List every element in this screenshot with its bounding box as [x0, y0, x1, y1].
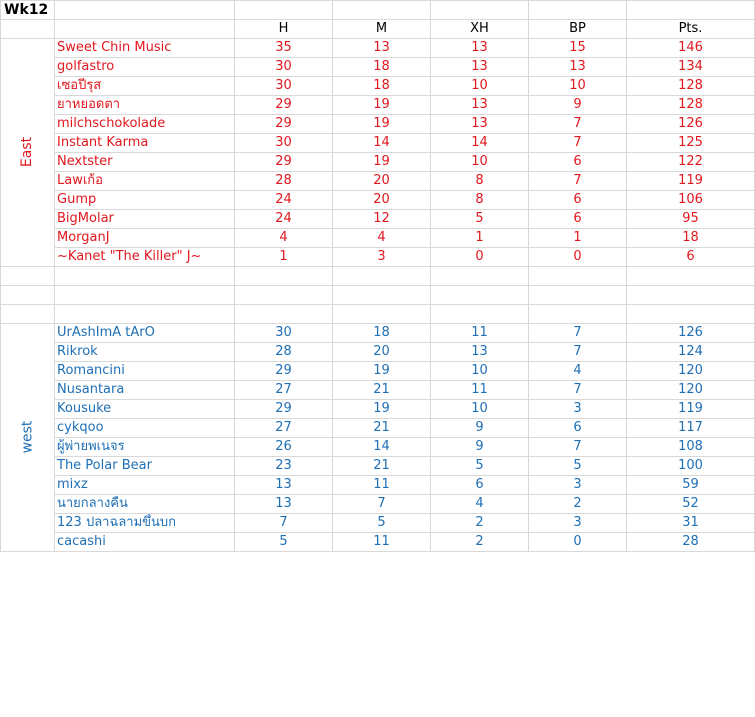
empty-cell[interactable]	[627, 286, 755, 305]
stat-cell-h[interactable]: 35	[235, 39, 333, 58]
stat-cell-m[interactable]: 14	[333, 134, 431, 153]
empty-cell[interactable]	[627, 305, 755, 324]
table-row	[1, 96, 755, 115]
empty-cell[interactable]	[1, 286, 55, 305]
stat-cell-pts[interactable]: 122	[627, 153, 755, 172]
stat-cell-h[interactable]: 13	[235, 476, 333, 495]
stat-cell-m[interactable]: 19	[333, 362, 431, 381]
empty-cell[interactable]	[333, 305, 431, 324]
stat-cell-h[interactable]: 23	[235, 457, 333, 476]
column-header-xh[interactable]: XH	[431, 20, 529, 39]
stat-cell-pts[interactable]: 106	[627, 191, 755, 210]
player-name-cell[interactable]: Nextster	[55, 153, 235, 172]
player-name-cell[interactable]: 123 ปลาฉลามขึ้นบก	[55, 514, 235, 533]
stat-cell-bp[interactable]: 9	[529, 96, 627, 115]
empty-cell[interactable]	[1, 305, 55, 324]
stat-cell-h[interactable]: 30	[235, 77, 333, 96]
stat-cell-bp[interactable]: 6	[529, 153, 627, 172]
empty-cell[interactable]	[333, 1, 431, 20]
stat-cell-h[interactable]: 26	[235, 438, 333, 457]
table-row	[1, 58, 755, 77]
stat-cell-xh[interactable]: 13	[431, 58, 529, 77]
table-row	[1, 115, 755, 134]
sheet-title[interactable]: Wk12	[1, 1, 55, 20]
blank-row	[1, 286, 755, 305]
stat-cell-bp[interactable]: 3	[529, 514, 627, 533]
empty-cell[interactable]	[55, 267, 235, 286]
stat-cell-bp[interactable]: 6	[529, 210, 627, 229]
stat-cell-bp[interactable]: 7	[529, 438, 627, 457]
stat-cell-bp[interactable]: 10	[529, 77, 627, 96]
empty-cell[interactable]	[55, 286, 235, 305]
stat-cell-h[interactable]: 28	[235, 172, 333, 191]
stat-cell-pts[interactable]: 59	[627, 476, 755, 495]
stat-cell-m[interactable]: 11	[333, 476, 431, 495]
stat-cell-h[interactable]: 29	[235, 115, 333, 134]
stat-cell-xh[interactable]: 10	[431, 362, 529, 381]
table-row	[1, 381, 755, 400]
stat-cell-m[interactable]: 19	[333, 153, 431, 172]
player-name-cell[interactable]: นายกลางคืน	[55, 495, 235, 514]
stat-cell-h[interactable]: 30	[235, 324, 333, 343]
empty-cell[interactable]	[235, 1, 333, 20]
stat-cell-bp[interactable]: 4	[529, 362, 627, 381]
east-group-text: East	[19, 136, 36, 168]
stat-cell-h[interactable]: 29	[235, 362, 333, 381]
stat-cell-h[interactable]: 24	[235, 210, 333, 229]
stat-cell-bp[interactable]: 6	[529, 191, 627, 210]
stat-cell-pts[interactable]: 119	[627, 400, 755, 419]
stat-cell-xh[interactable]: 6	[431, 476, 529, 495]
stat-cell-bp[interactable]: 15	[529, 39, 627, 58]
stat-cell-xh[interactable]: 13	[431, 115, 529, 134]
stat-cell-xh[interactable]: 9	[431, 438, 529, 457]
stat-cell-pts[interactable]: 100	[627, 457, 755, 476]
stat-cell-xh[interactable]: 0	[431, 248, 529, 267]
stat-cell-pts[interactable]: 31	[627, 514, 755, 533]
stat-cell-m[interactable]: 13	[333, 39, 431, 58]
player-name-cell[interactable]: Instant Karma	[55, 134, 235, 153]
empty-cell[interactable]	[235, 305, 333, 324]
stat-cell-m[interactable]: 18	[333, 324, 431, 343]
stat-cell-bp[interactable]: 5	[529, 457, 627, 476]
stat-cell-h[interactable]: 5	[235, 533, 333, 552]
header-row	[1, 20, 755, 39]
stat-cell-m[interactable]: 20	[333, 343, 431, 362]
stat-cell-m[interactable]: 3	[333, 248, 431, 267]
table-row	[1, 191, 755, 210]
player-name-cell[interactable]: mixz	[55, 476, 235, 495]
stat-cell-pts[interactable]: 119	[627, 172, 755, 191]
empty-cell[interactable]	[1, 20, 55, 39]
stat-cell-m[interactable]: 19	[333, 115, 431, 134]
player-name-cell[interactable]: MorganJ	[55, 229, 235, 248]
table-row	[1, 438, 755, 457]
stat-cell-h[interactable]: 13	[235, 495, 333, 514]
stat-cell-pts[interactable]: 128	[627, 96, 755, 115]
stat-cell-h[interactable]: 30	[235, 134, 333, 153]
table-row	[1, 153, 755, 172]
stat-cell-bp[interactable]: 1	[529, 229, 627, 248]
stat-cell-m[interactable]: 21	[333, 419, 431, 438]
stat-cell-xh[interactable]: 5	[431, 210, 529, 229]
east-group-label[interactable]	[1, 39, 55, 267]
table-row	[1, 172, 755, 191]
stat-cell-pts[interactable]: 146	[627, 39, 755, 58]
empty-cell[interactable]	[333, 267, 431, 286]
column-header-h[interactable]: H	[235, 20, 333, 39]
table-row	[1, 419, 755, 438]
stat-cell-h[interactable]: 4	[235, 229, 333, 248]
west-group-text: west	[19, 420, 36, 454]
stat-cell-m[interactable]: 20	[333, 191, 431, 210]
table-row	[1, 39, 755, 58]
empty-cell[interactable]	[333, 286, 431, 305]
stat-cell-pts[interactable]: 120	[627, 381, 755, 400]
player-name-cell[interactable]: ยาหยอดตา	[55, 96, 235, 115]
table-row	[1, 362, 755, 381]
stat-cell-m[interactable]: 21	[333, 457, 431, 476]
stat-cell-xh[interactable]: 5	[431, 457, 529, 476]
west-group-label[interactable]	[1, 324, 55, 552]
stat-cell-m[interactable]: 20	[333, 172, 431, 191]
player-name-cell[interactable]: golfastro	[55, 58, 235, 77]
stat-cell-pts[interactable]: 125	[627, 134, 755, 153]
stat-cell-pts[interactable]: 128	[627, 77, 755, 96]
stat-cell-xh[interactable]: 10	[431, 77, 529, 96]
stat-cell-pts[interactable]: 134	[627, 58, 755, 77]
player-name-cell[interactable]: Gump	[55, 191, 235, 210]
stat-cell-xh[interactable]: 8	[431, 191, 529, 210]
table-row	[1, 343, 755, 362]
stat-cell-xh[interactable]: 10	[431, 153, 529, 172]
stat-cell-m[interactable]: 7	[333, 495, 431, 514]
stat-cell-xh[interactable]: 4	[431, 495, 529, 514]
stat-cell-pts[interactable]: 52	[627, 495, 755, 514]
stat-cell-bp[interactable]: 6	[529, 419, 627, 438]
stat-cell-bp[interactable]: 0	[529, 248, 627, 267]
table-row	[1, 77, 755, 96]
stat-cell-xh[interactable]: 11	[431, 324, 529, 343]
empty-cell[interactable]	[1, 267, 55, 286]
table-row	[1, 457, 755, 476]
stat-cell-h[interactable]: 30	[235, 58, 333, 77]
table-row	[1, 210, 755, 229]
stat-cell-pts[interactable]: 95	[627, 210, 755, 229]
stat-cell-h[interactable]: 28	[235, 343, 333, 362]
empty-cell[interactable]	[627, 267, 755, 286]
stat-cell-bp[interactable]: 7	[529, 324, 627, 343]
stat-cell-xh[interactable]: 9	[431, 419, 529, 438]
empty-cell[interactable]	[431, 267, 529, 286]
stat-cell-h[interactable]: 29	[235, 96, 333, 115]
empty-cell[interactable]	[529, 1, 627, 20]
stat-cell-pts[interactable]: 18	[627, 229, 755, 248]
stat-cell-xh[interactable]: 10	[431, 400, 529, 419]
stat-cell-bp[interactable]: 13	[529, 58, 627, 77]
stat-cell-bp[interactable]: 3	[529, 400, 627, 419]
table-row	[1, 476, 755, 495]
stat-cell-m[interactable]: 12	[333, 210, 431, 229]
table-row	[1, 514, 755, 533]
stat-cell-h[interactable]: 1	[235, 248, 333, 267]
player-name-cell[interactable]: Romancini	[55, 362, 235, 381]
player-name-cell[interactable]: The Polar Bear	[55, 457, 235, 476]
player-name-cell[interactable]: Rikrok	[55, 343, 235, 362]
stat-cell-m[interactable]: 4	[333, 229, 431, 248]
stat-cell-pts[interactable]: 124	[627, 343, 755, 362]
table-row	[1, 495, 755, 514]
empty-cell[interactable]	[431, 286, 529, 305]
stat-cell-bp[interactable]: 7	[529, 172, 627, 191]
stat-cell-h[interactable]: 7	[235, 514, 333, 533]
stat-cell-h[interactable]: 29	[235, 153, 333, 172]
stat-cell-bp[interactable]: 7	[529, 134, 627, 153]
stat-cell-xh[interactable]: 8	[431, 172, 529, 191]
player-name-cell[interactable]: Kousuke	[55, 400, 235, 419]
stat-cell-xh[interactable]: 13	[431, 39, 529, 58]
stat-cell-pts[interactable]: 28	[627, 533, 755, 552]
player-name-cell[interactable]: ผู้พ่ายพเนจร	[55, 438, 235, 457]
stat-cell-xh[interactable]: 11	[431, 381, 529, 400]
stat-cell-h[interactable]: 27	[235, 419, 333, 438]
table-row	[1, 533, 755, 552]
stat-cell-xh[interactable]: 13	[431, 96, 529, 115]
stat-cell-bp[interactable]: 3	[529, 476, 627, 495]
empty-cell[interactable]	[431, 1, 529, 20]
stat-cell-m[interactable]: 19	[333, 400, 431, 419]
stat-cell-xh[interactable]: 2	[431, 533, 529, 552]
empty-cell[interactable]	[235, 267, 333, 286]
column-header-pts[interactable]: Pts.	[627, 20, 755, 39]
stat-cell-h[interactable]: 29	[235, 400, 333, 419]
column-header-bp[interactable]: BP	[529, 20, 627, 39]
player-name-cell[interactable]: cacashi	[55, 533, 235, 552]
table-row	[1, 134, 755, 153]
column-header-m[interactable]: M	[333, 20, 431, 39]
table-row	[1, 324, 755, 343]
stat-cell-m[interactable]: 5	[333, 514, 431, 533]
stat-cell-pts[interactable]: 117	[627, 419, 755, 438]
empty-cell[interactable]	[529, 305, 627, 324]
empty-cell[interactable]	[55, 305, 235, 324]
stat-cell-m[interactable]: 19	[333, 96, 431, 115]
stat-cell-bp[interactable]: 0	[529, 533, 627, 552]
stat-cell-xh[interactable]: 2	[431, 514, 529, 533]
stat-cell-m[interactable]: 18	[333, 77, 431, 96]
player-name-cell[interactable]: milchschokolade	[55, 115, 235, 134]
empty-cell[interactable]	[529, 286, 627, 305]
stat-cell-m[interactable]: 21	[333, 381, 431, 400]
title-row	[1, 1, 755, 20]
player-name-cell[interactable]: ~Kanet "The Killer" J~	[55, 248, 235, 267]
stat-cell-h[interactable]: 24	[235, 191, 333, 210]
empty-cell[interactable]	[627, 1, 755, 20]
empty-cell[interactable]	[235, 286, 333, 305]
stat-cell-bp[interactable]: 7	[529, 381, 627, 400]
stat-cell-pts[interactable]: 120	[627, 362, 755, 381]
stat-cell-pts[interactable]: 126	[627, 115, 755, 134]
empty-cell[interactable]	[431, 305, 529, 324]
stat-cell-bp[interactable]: 7	[529, 343, 627, 362]
player-name-cell[interactable]: cykqoo	[55, 419, 235, 438]
blank-row	[1, 267, 755, 286]
player-name-cell[interactable]: UrAshImA tArO	[55, 324, 235, 343]
stat-cell-m[interactable]: 18	[333, 58, 431, 77]
table-row	[1, 248, 755, 267]
player-name-cell[interactable]: Nusantara	[55, 381, 235, 400]
stat-cell-m[interactable]: 14	[333, 438, 431, 457]
player-name-cell[interactable]: เซอปีรุส	[55, 77, 235, 96]
empty-cell[interactable]	[529, 267, 627, 286]
stat-cell-m[interactable]: 11	[333, 533, 431, 552]
stat-cell-pts[interactable]: 6	[627, 248, 755, 267]
stat-cell-xh[interactable]: 1	[431, 229, 529, 248]
stat-cell-xh[interactable]: 14	[431, 134, 529, 153]
blank-row	[1, 305, 755, 324]
stat-cell-h[interactable]: 27	[235, 381, 333, 400]
stat-cell-xh[interactable]: 13	[431, 343, 529, 362]
stat-cell-pts[interactable]: 126	[627, 324, 755, 343]
stat-cell-bp[interactable]: 7	[529, 115, 627, 134]
player-name-cell[interactable]: Lawเก้อ	[55, 172, 235, 191]
stat-cell-pts[interactable]: 108	[627, 438, 755, 457]
player-name-cell[interactable]: Sweet Chin Music	[55, 39, 235, 58]
player-name-cell[interactable]: BigMolar	[55, 210, 235, 229]
empty-cell[interactable]	[55, 1, 235, 20]
empty-cell[interactable]	[55, 20, 235, 39]
table-row	[1, 229, 755, 248]
table-row	[1, 400, 755, 419]
stat-cell-bp[interactable]: 2	[529, 495, 627, 514]
